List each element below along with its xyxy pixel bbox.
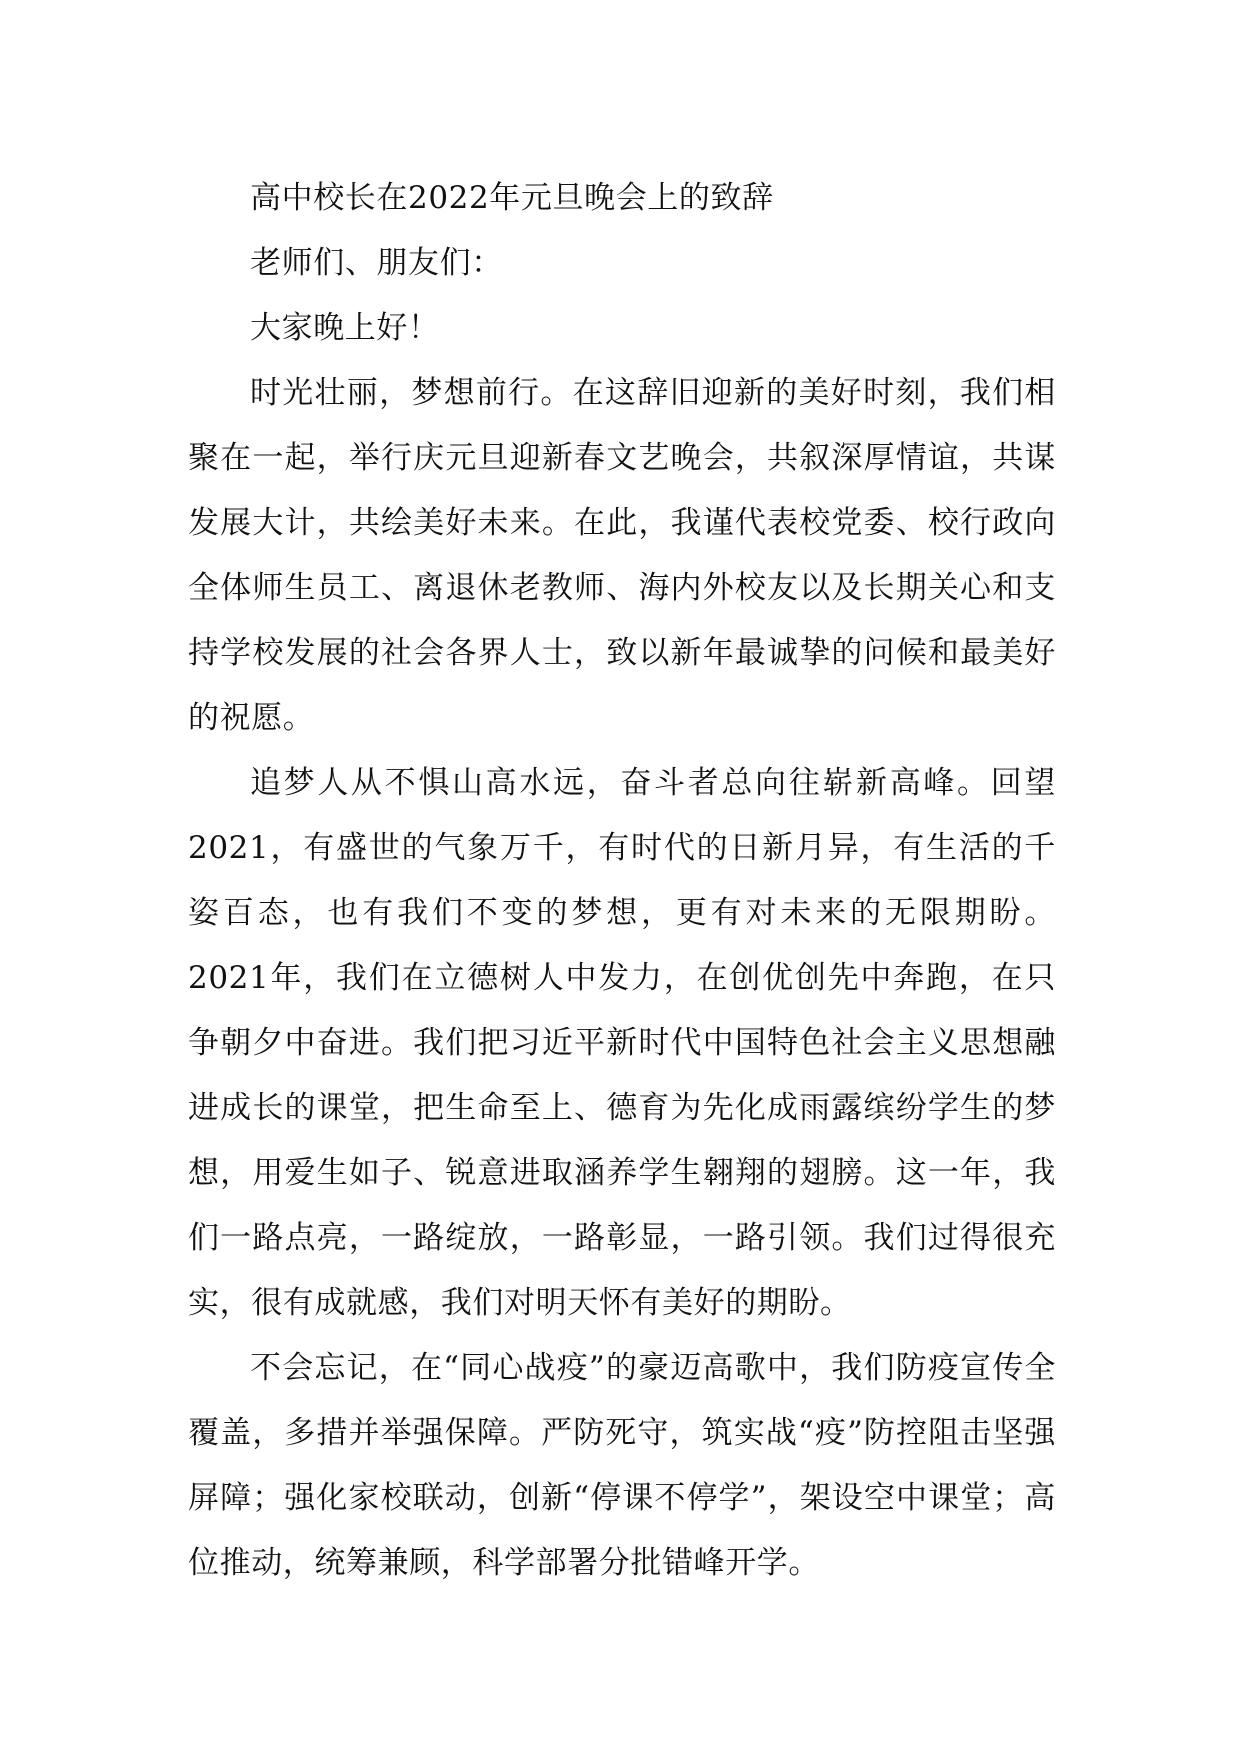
greeting: 大家晚上好！ <box>250 310 440 346</box>
paragraph-2: 追梦人从不惧山高水远，奋斗者总向往崭新高峰。回望2021，有盛世的气象万千，有时代的日新月异，有生活的千姿百态，也有我们不变的梦想，更有对未来的无限期盼。2021年，我们在立德树人中发力，在创优创先中奔跑，在只争朝夕中奋进。我们把习近平新时代中国特色社会主义思想融进成长的课堂，把生命至上、德育为先化成雨露缤纷学生的梦想，用爱生如子、锐意进取涵养学生翱翔的翅膀。这一年，我们一路点亮，一路绽放，一路彰显，一路引领。我们过得很充实，很有成就感，我们对明天怀有美好的期盼。 <box>188 765 1056 1321</box>
paragraph-1: 时光壮丽，梦想前行。在这辞旧迎新的美好时刻，我们相聚在一起，举行庆元旦迎新春文艺晚会，共叙深厚情谊，共谋发展大计，共绘美好未来。在此，我谨代表校党委、校行政向全体师生员工、离退休老教师、海内外校友以及长期关心和支持学校发展的社会各界人士，致以新年最诚挚的问候和最美好的祝愿。 <box>188 375 1056 736</box>
salutation: 老师们、朋友们： <box>250 245 503 281</box>
document-title: 高中校长在2022年元旦晚会上的致辞 <box>250 180 774 216</box>
document-body <box>188 166 1056 1596</box>
paragraph-3: 不会忘记，在“同心战疫”的豪迈高歌中，我们防疫宣传全覆盖，多措并举强保障。严防死守，筑实战“疫”防控阻击坚强屏障；强化家校联动，创新“停课不停学”，架设空中课堂；高位推动，统筹兼顾，科学部署分批错峰开学。 <box>188 1350 1056 1581</box>
